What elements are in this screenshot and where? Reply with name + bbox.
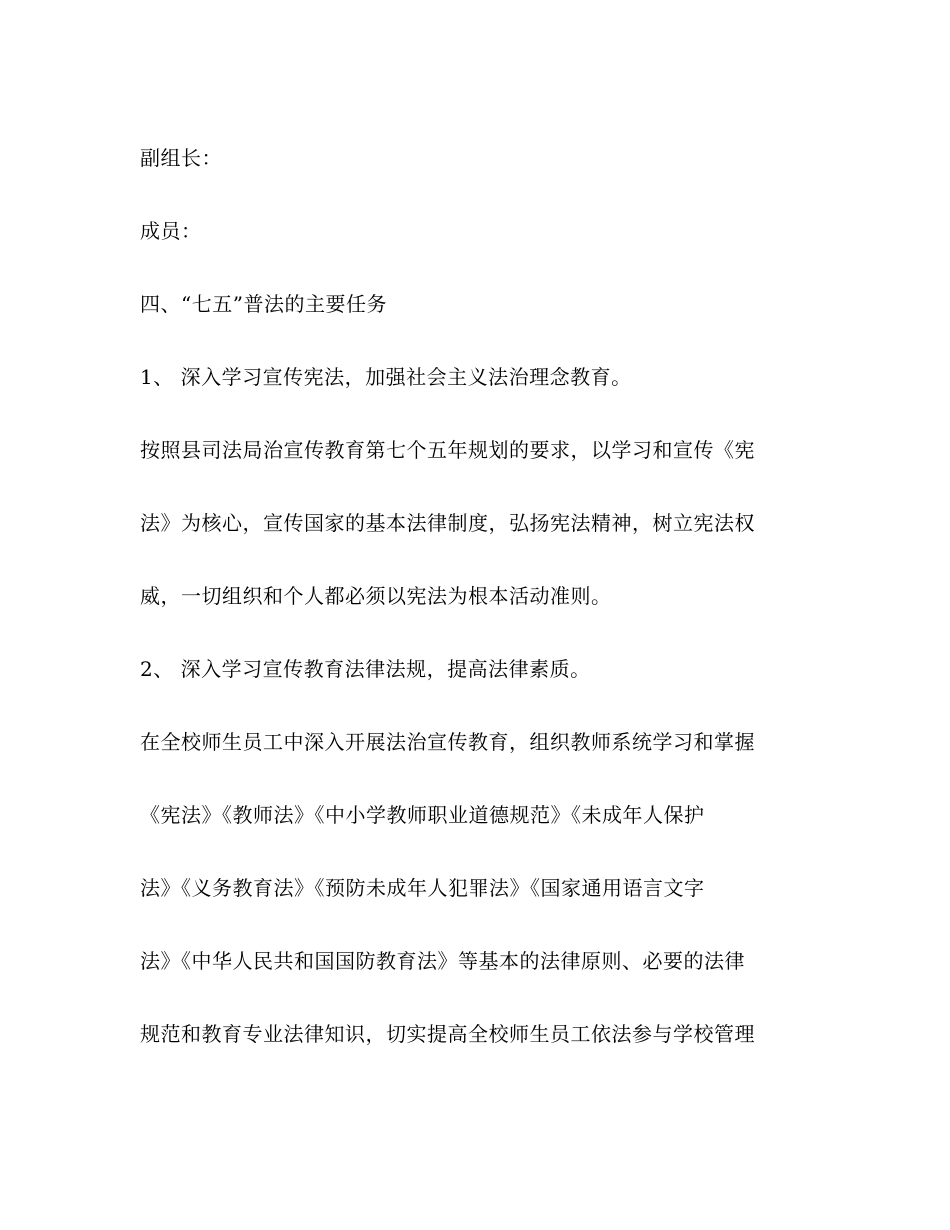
task-2-heading: 2、 深入学习宣传教育法律法规，提高法律素质。 (140, 657, 591, 681)
document-body (140, 138, 800, 1087)
paragraph-line: 规范和教育专业法律知识，切实提高全校师生员工依法参与学校管理 (140, 1022, 755, 1046)
paragraph-line: 在全校师生员工中深入开展法治宣传教育，组织教师系统学习和掌握 (140, 730, 755, 754)
paragraph-line: 威，一切组织和个人都必须以宪法为根本活动准则。 (140, 584, 612, 608)
paragraph-line: 法》为核心，宣传国家的基本法律制度，弘扬宪法精神，树立宪法权 (140, 511, 755, 535)
paragraph-line: 法》《义务教育法》《预防未成年人犯罪法》《国家通用语言文字 (140, 876, 705, 900)
members-label: 成员： (140, 219, 202, 243)
paragraph-line: 按照县司法局治宣传教育第七个五年规划的要求，以学习和宣传《宪 (140, 438, 755, 462)
deputy-leader-label: 副组长： (140, 146, 222, 170)
paragraph-line: 《宪法》《教师法》《中小学教师职业道德规范》《未成年人保护 (140, 803, 705, 827)
paragraph-line: 法》《中华人民共和国国防教育法》等基本的法律原则、必要的法律 (140, 949, 745, 973)
section-heading-main-tasks: 四、“七五”普法的主要任务 (140, 292, 387, 316)
task-1-heading: 1、 深入学习宣传宪法，加强社会主义法治理念教育。 (140, 365, 632, 389)
